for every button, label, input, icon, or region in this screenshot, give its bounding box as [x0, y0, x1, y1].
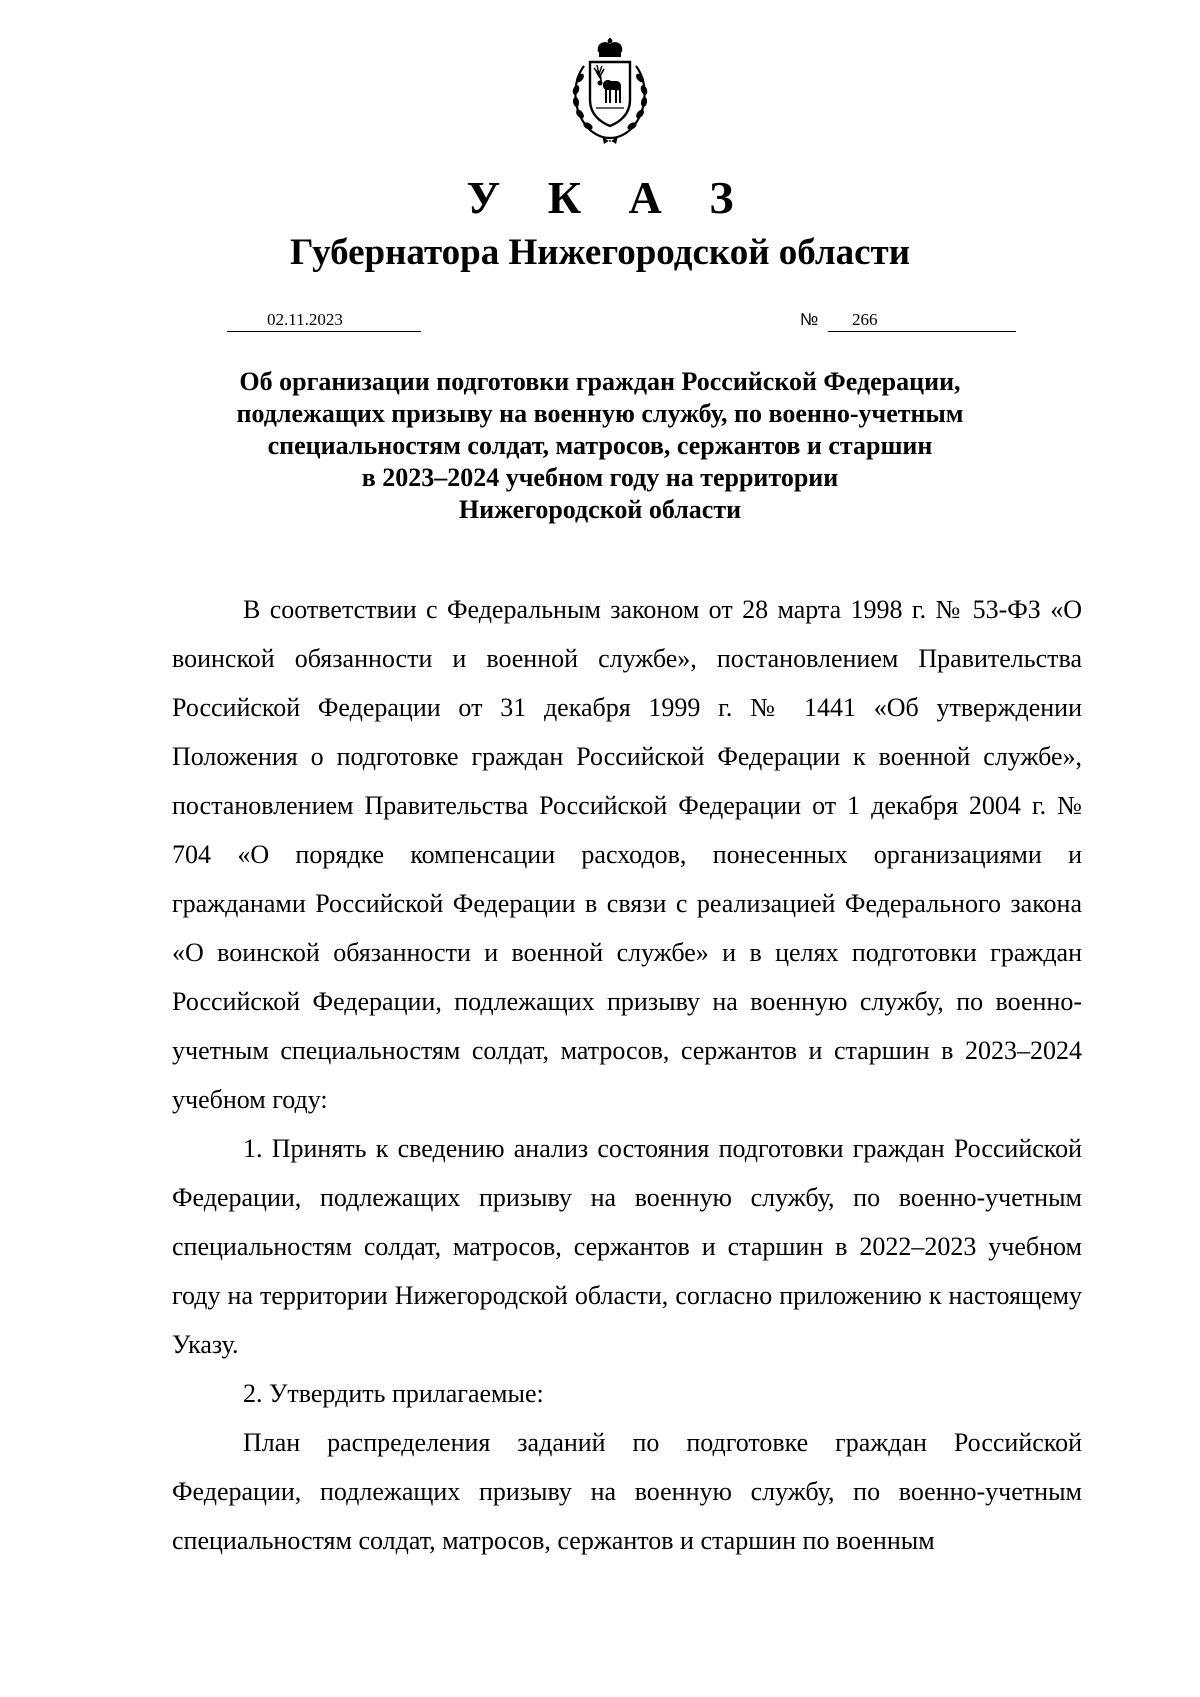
clause-2-paragraph: 2. Утвердить прилагаемые:: [243, 1379, 544, 1408]
document-number: 266: [852, 310, 878, 329]
clause-1-paragraph: 1. Принять к сведению анализ состояния подготовки граждан Российской Федерации, подлежащих призыву на военную службу, по военно-учетным специальностям солдат, матросов, сержантов и старшин в 2022–2023 учебном году на территории Нижегородской области, согласно приложению к настоящему Указу.: [172, 1134, 1082, 1359]
title-line: Нижегородской области: [458, 495, 742, 524]
title-line: Об организации подготовки граждан Российской Федерации,: [239, 367, 961, 396]
title-line: подлежащих призыву на военную службу, по военно-учетным: [236, 399, 964, 428]
coat-of-arms-icon: [566, 38, 654, 146]
date-field: [227, 305, 421, 332]
issuer-heading: Губернатора Нижегородской области: [289, 232, 911, 273]
document-type-heading: У К А З: [466, 172, 752, 223]
plan-paragraph: План распределения заданий по подготовке граждан Российской Федерации, подлежащих призыву на военную службу, по военно-учетным специальностям солдат, матросов, сержантов и старшин по военным: [172, 1428, 1082, 1555]
title-line: в 2023–2024 учебном году на территории: [361, 463, 839, 492]
document-title: [180, 366, 1020, 526]
number-sign: №: [800, 310, 819, 329]
document-date: 02.11.2023: [267, 310, 343, 329]
number-field: [828, 305, 1016, 332]
title-line: специальностям солдат, матросов, сержантов и старшин: [267, 431, 933, 460]
document-body: [172, 585, 1082, 1565]
preamble-paragraph: В соответствии с Федеральным законом от 28 марта 1998 г. № 53-ФЗ «О воинской обязанности и военной службе», постановлением Правительства Российской Федерации от 31 декабря 1999 г. № 1441 «Об утверждении Положения о подготовке граждан Российской Федерации к военной службе», постановлением Правительства Российской Федерации от 1 декабря 2004 г. № 704 «О порядке компенсации расходов, понесенных организациями и гражданами Российской Федерации в связи с реализацией Федерального закона «О воинской обязанности и военной службе» и в целях подготовки граждан Российской Федерации, подлежащих призыву на военную службу, по военно-учетным специальностям солдат, матросов, сержантов и старшин в 2023–2024 учебном году:: [172, 595, 1082, 1114]
